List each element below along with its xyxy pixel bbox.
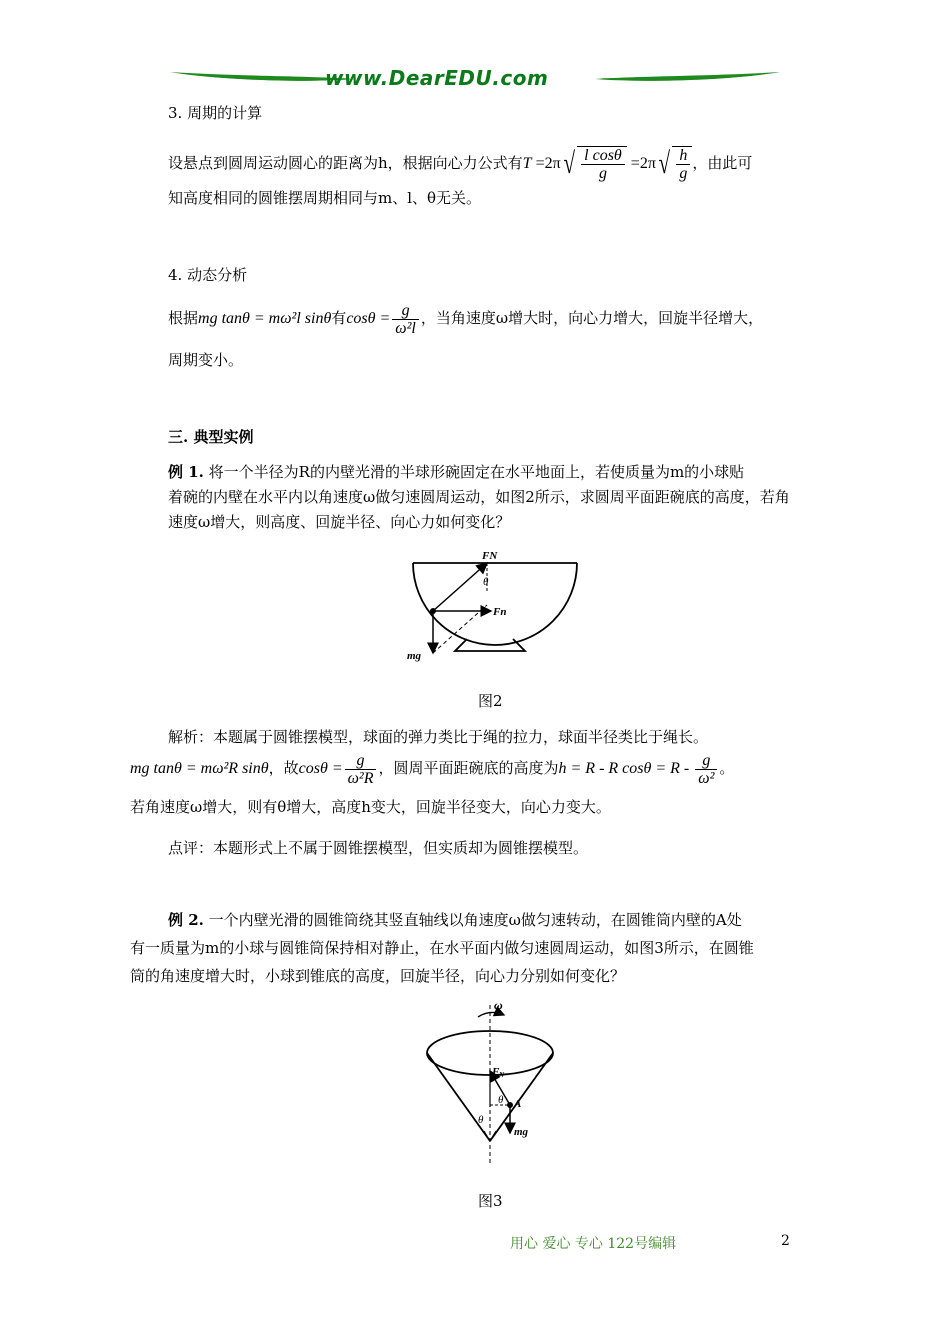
example1-line-2: 着碗的内壁在水平内以角速度ω做匀速圆周运动，如图2所示，求圆周平面距碗底的高度，若角 — [168, 488, 790, 506]
ball — [430, 608, 436, 614]
bowl-surface — [413, 563, 577, 645]
example1-line-3: 速度ω增大，则高度、回旋半径、向心力如何变化？ — [168, 513, 511, 531]
label-fn: FN — [482, 550, 498, 562]
footer-text: 用心 爱心 专心 122号编辑 — [510, 1236, 677, 1252]
site-logo-text: www.DearEDU.com — [325, 66, 549, 90]
label-theta-1: θ — [498, 1094, 504, 1106]
figure-2-caption: 图2 — [478, 692, 503, 710]
normal-force-arrow — [433, 563, 487, 611]
example1-analysis-1: 解析：本题属于圆锥摆模型，球面的弹力类比于绳的拉力，球面半径类比于绳长。 — [168, 728, 709, 746]
ball-a — [507, 1102, 513, 1108]
section3-paragraph-1: 设悬点到圆周运动圆心的距离为h，根据向心力公式有T =2π√ $\frac{\text{l cosθ}}{g}$ =2π√ $\frac{h}{g}$ ，由此可 — [168, 147, 753, 183]
example1-analysis-2: mg tanθ = mω²R sinθ，故cosθ = $\frac{g}{\text{ω²R}}$ ，圆周平面距碗底的高度为h = R - R cosθ = R - $\frac{g}{\text{ω²}}$ 。 — [130, 751, 735, 787]
label-mg: mg — [407, 650, 422, 662]
label-omega: ω — [494, 998, 503, 1012]
section3-title: 3. 周期的计算 — [168, 104, 263, 122]
section4-title: 4. 动态分析 — [168, 266, 248, 284]
label-a: A — [514, 1098, 522, 1110]
label-theta: θ — [483, 576, 489, 588]
label-fh: Fn — [493, 606, 507, 618]
rotation-arrow — [478, 1012, 504, 1017]
example1-line-1: 例 1. 将一个半径为R的内壁光滑的半球形碗固定在水平地面上，若使质量为m的小球贴 — [168, 463, 745, 481]
section4-paragraph-2: 周期变小。 — [168, 351, 244, 369]
label-mg: mg — [514, 1126, 529, 1138]
section4-paragraph-1: 根据mg tanθ = mω²l sinθ有cosθ = $\frac{g}{\text{ω²l}}$ ，当角速度ω增大时，向心力增大，回旋半径增大， — [168, 301, 764, 337]
figure-3-caption: 图3 — [478, 1192, 503, 1210]
section3-paragraph-2: 知高度相同的圆锥摆周期相同与m、l、θ无关。 — [168, 189, 482, 207]
label-fn-sub: N — [499, 1071, 505, 1079]
example2-line-1: 例 2. 一个内壁光滑的圆锥筒绕其竖直轴线以角速度ω做匀速转动，在圆锥筒内壁的A处 — [168, 911, 742, 929]
example1-comment: 点评：本题形式上不属于圆锥摆模型，但实质却为圆锥摆模型。 — [168, 839, 589, 857]
cone-left-wall — [427, 1053, 490, 1141]
example2-line-3: 筒的角速度增大时，小球到锥底的高度，回旋半径，向心力分别如何变化？ — [130, 967, 626, 985]
part3-title: 三. 典型实例 — [168, 428, 254, 446]
example1-analysis-3: 若角速度ω增大，则有θ增大，高度h变大，回旋半径变大，向心力变大。 — [130, 798, 611, 816]
label-theta-2: θ — [478, 1114, 484, 1126]
example2-line-2: 有一质量为m的小球与圆锥筒保持相对静止，在水平面内做匀速圆周运动，如图3所示，在圆锥 — [130, 939, 754, 957]
figure-3-cone-diagram — [418, 995, 568, 1165]
label-fn: F — [492, 1066, 500, 1078]
page-number: 2 — [781, 1233, 790, 1249]
figure-2-bowl-diagram — [405, 545, 585, 665]
